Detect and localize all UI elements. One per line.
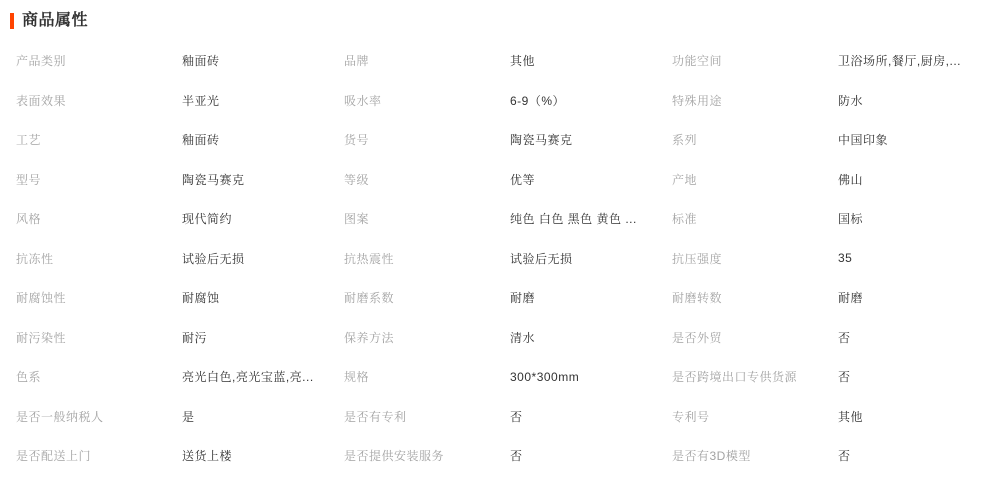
attribute-label: 耐磨转数 [672,291,723,306]
attribute-label: 抗热震性 [344,251,395,266]
attribute-value: 现代简约 [182,212,233,227]
attribute-label: 风格 [16,212,42,227]
attribute-value: 佛山 [838,172,864,187]
attribute-cell [656,436,984,476]
attribute-cell [0,41,328,81]
attribute-label: 耐污染性 [16,330,67,345]
attribute-value: 否 [510,449,523,464]
attribute-value: 试验后无损 [182,251,245,266]
attribute-label: 规格 [344,370,370,385]
attribute-value: 300*300mm [510,369,580,384]
attribute-label: 色系 [16,370,42,385]
attribute-value: 否 [838,330,851,345]
attribute-label: 专利号 [672,409,710,424]
attribute-cell [0,397,328,437]
attribute-label: 是否有专利 [344,409,407,424]
attribute-label: 是否外贸 [672,330,723,345]
attribute-value: 耐腐蚀 [182,291,220,306]
attribute-value: 优等 [510,172,536,187]
attribute-cell [328,278,656,318]
attribute-cell [0,318,328,358]
attribute-value: 卫浴场所,餐厅,厨房,... [838,54,962,69]
attribute-label: 耐腐蚀性 [16,291,67,306]
attribute-label: 产地 [672,172,698,187]
attribute-label: 特殊用途 [672,93,723,108]
attribute-label: 系列 [672,133,698,148]
attribute-value: 釉面砖 [182,133,220,148]
attribute-label: 工艺 [16,133,42,148]
attribute-cell [656,160,984,200]
attribute-label: 是否配送上门 [16,449,92,464]
attributes-table [0,41,984,476]
attribute-label: 吸水率 [344,93,382,108]
attribute-cell [0,357,328,397]
attribute-cell [656,357,984,397]
attribute-value: 否 [838,370,851,385]
attribute-label: 耐磨系数 [344,291,395,306]
attribute-value: 是 [182,409,195,424]
attribute-value: 耐磨 [510,291,536,306]
attribute-cell [0,120,328,160]
attribute-cell [328,436,656,476]
attribute-value: 亮光白色,亮光宝蓝,亮... [182,370,314,385]
attribute-label: 功能空间 [672,54,723,69]
attribute-value: 试验后无损 [510,251,573,266]
attribute-cell [328,318,656,358]
attribute-label: 是否跨境出口专供货源 [672,370,798,385]
attribute-label: 图案 [344,212,370,227]
attribute-value: 耐磨 [838,291,864,306]
attribute-cell [656,278,984,318]
attribute-cell [328,81,656,121]
attribute-cell [328,357,656,397]
attribute-label: 是否提供安装服务 [344,449,445,464]
accent-bar-icon [10,13,14,29]
attribute-value: 陶瓷马赛克 [182,172,245,187]
attribute-cell [328,160,656,200]
attribute-cell [0,199,328,239]
attribute-cell [328,199,656,239]
attribute-cell [656,239,984,279]
attribute-label: 是否有3D模型 [672,449,751,464]
attribute-value: 陶瓷马赛克 [510,133,573,148]
attribute-label: 抗冻性 [16,251,54,266]
attribute-label: 产品类别 [16,54,67,69]
attribute-label: 标准 [672,212,698,227]
attribute-value: 否 [838,449,851,464]
attribute-value: 半亚光 [182,93,220,108]
attribute-label: 型号 [16,172,42,187]
attribute-value: 纯色 白色 黑色 黄色 ... [510,212,637,227]
attribute-value: 其他 [510,54,536,69]
attribute-cell [656,41,984,81]
attribute-value: 国标 [838,212,864,227]
attribute-label: 货号 [344,133,370,148]
attribute-cell [0,239,328,279]
attribute-value: 其他 [838,409,864,424]
attribute-value: 送货上楼 [182,449,233,464]
attribute-cell [656,120,984,160]
attribute-cell [328,397,656,437]
attribute-value: 6-9（%） [510,93,566,108]
section-header [0,0,984,29]
attribute-cell [656,81,984,121]
attribute-label: 品牌 [344,54,370,69]
attribute-value: 耐污 [182,330,208,345]
attribute-value: 清水 [510,330,536,345]
attribute-value: 防水 [838,93,864,108]
attribute-cell [328,41,656,81]
attribute-cell [656,199,984,239]
attribute-label: 抗压强度 [672,251,723,266]
attribute-value: 釉面砖 [182,54,220,69]
attribute-label: 等级 [344,172,370,187]
attribute-cell [0,81,328,121]
attribute-value: 35 [838,251,853,266]
attribute-cell [0,436,328,476]
attribute-value: 中国印象 [838,133,889,148]
section-title: 商品属性 [22,12,89,29]
attribute-cell [656,397,984,437]
attribute-cell [0,278,328,318]
attribute-cell [0,160,328,200]
attribute-label: 保养方法 [344,330,395,345]
attribute-cell [328,239,656,279]
attribute-label: 是否一般纳税人 [16,409,104,424]
attribute-value: 否 [510,409,523,424]
attribute-cell [656,318,984,358]
attribute-cell [328,120,656,160]
attribute-label: 表面效果 [16,93,67,108]
